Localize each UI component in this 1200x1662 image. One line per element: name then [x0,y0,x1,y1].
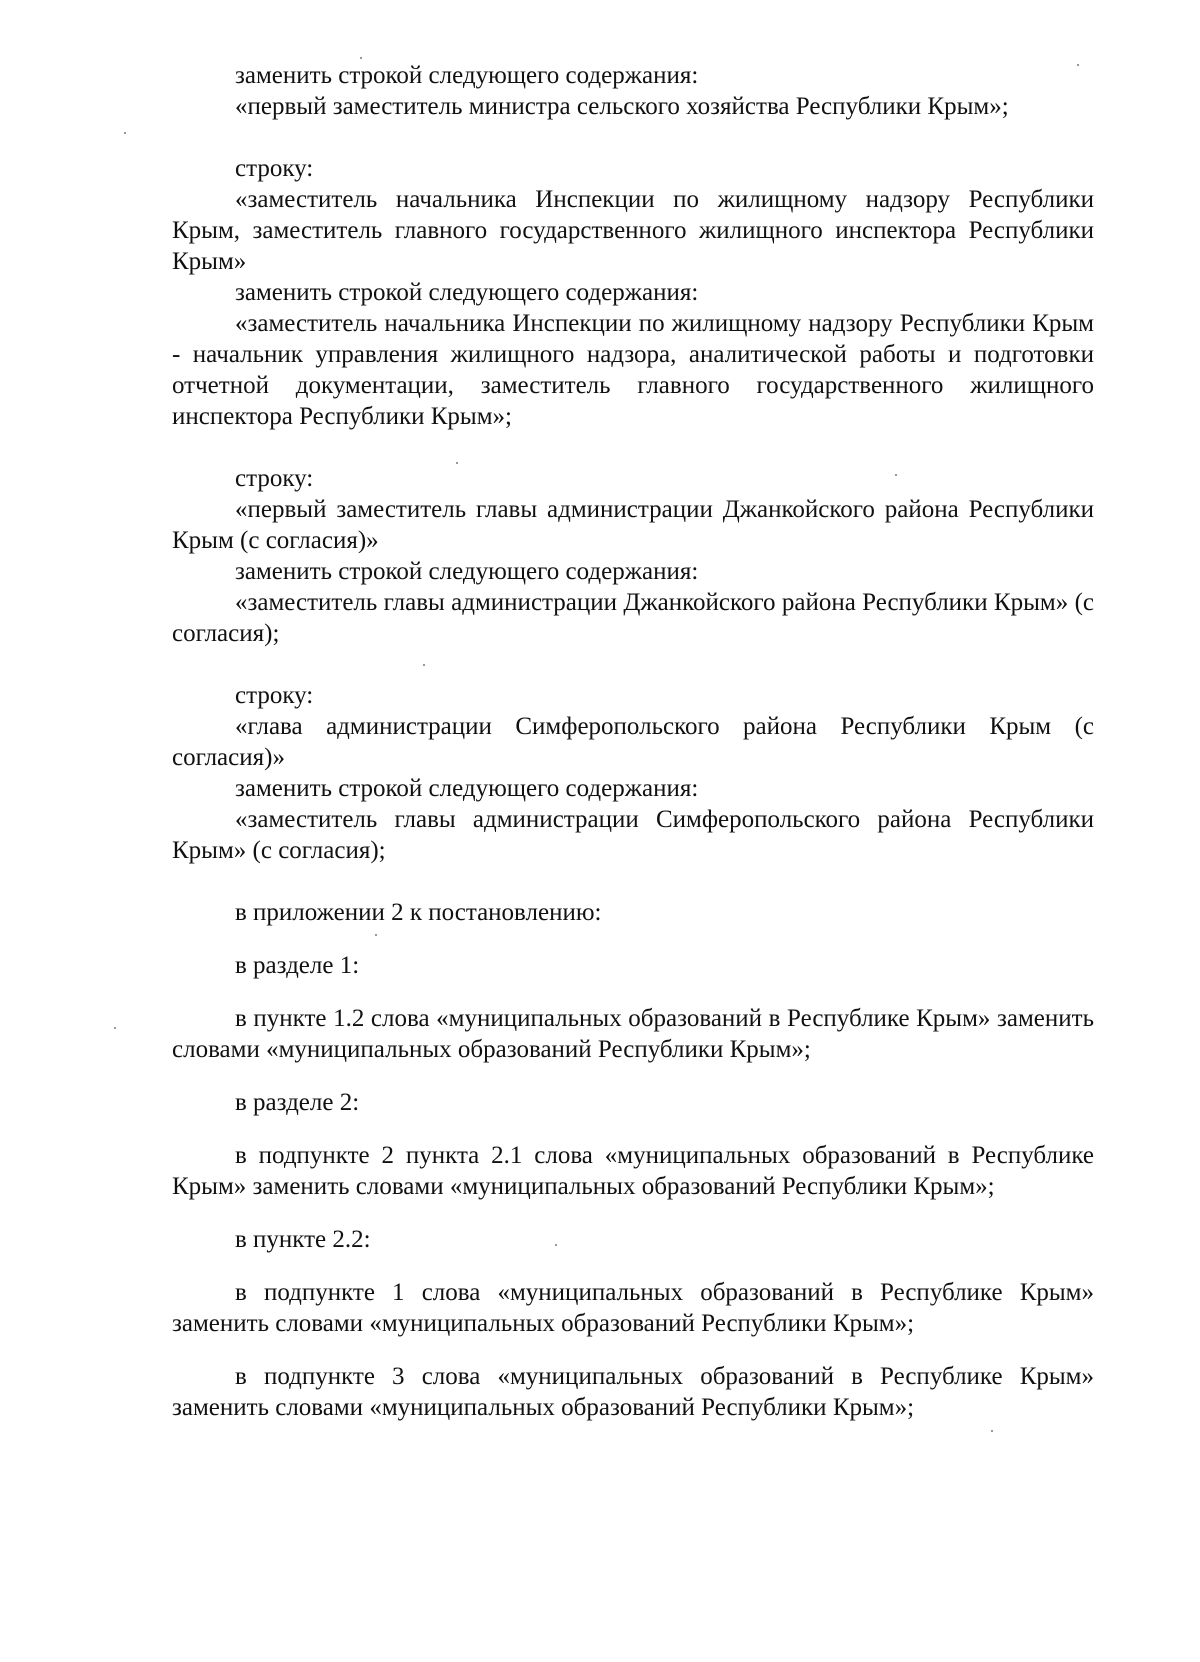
scan-speck [360,57,362,59]
paragraph: в подпункте 3 слова «муниципальных образований в Республике Крым» заменить словами «муниципальных образований Республики Крым»; [172,1363,1094,1421]
paragraph: заменить строкой следующего содержания: [235,279,699,306]
scan-speck [124,132,126,134]
paragraph: «заместитель главы администрации Симферопольского района Республики Крым» (с согласия); [172,806,1094,864]
paragraph: строку: [235,465,314,492]
paragraph: «заместитель начальника Инспекции по жилищному надзору Республики Крым - начальник управления жилищного надзора, аналитической работы и подготовки отчетной документации, заместитель главного государственного жилищного инспектора Республики Крым»; [172,310,1094,430]
paragraph: в пункте 2.2: [235,1226,371,1253]
scan-speck [114,1027,116,1029]
scan-speck [423,664,425,666]
spacer [172,1255,1094,1277]
spacer [172,1202,1094,1224]
scan-speck [895,474,897,476]
paragraph: «первый заместитель главы администрации Джанкойского района Республики Крым (с согласия)» [172,496,1094,554]
paragraph: заменить строкой следующего содержания: [235,775,699,802]
paragraph: заменить строкой следующего содержания: [235,62,699,89]
scan-speck [991,1430,993,1432]
spacer [172,981,1094,1003]
spacer [172,122,1094,153]
spacer [172,866,1094,897]
spacer [172,1339,1094,1361]
paragraph: «первый заместитель министра сельского хозяйства Республики Крым»; [235,93,1009,120]
scan-speck [456,462,458,464]
paragraph: в разделе 2: [235,1089,360,1116]
paragraph: в разделе 1: [235,952,360,979]
spacer [172,1065,1094,1087]
paragraph: строку: [235,682,314,709]
paragraph: в подпункте 1 слова «муниципальных образований в Республике Крым» заменить словами «муниципальных образований Республики Крым»; [172,1279,1094,1337]
spacer [172,1118,1094,1140]
scan-speck [555,1244,557,1246]
paragraph: «заместитель главы администрации Джанкойского района Республики Крым» (с согласия); [172,589,1094,647]
spacer [172,432,1094,463]
scan-speck [375,934,377,936]
paragraph: в подпункте 2 пункта 2.1 слова «муниципальных образований в Республике Крым» заменить словами «муниципальных образований Республики Крым»; [172,1142,1094,1200]
paragraph: заменить строкой следующего содержания: [235,558,699,585]
document-page [172,60,1094,1423]
paragraph: в приложении 2 к постановлению: [235,899,602,926]
paragraph: в пункте 1.2 слова «муниципальных образований в Республике Крым» заменить словами «муниципальных образований Республики Крым»; [172,1005,1094,1063]
spacer [172,649,1094,680]
paragraph: «глава администрации Симферопольского района Республики Крым (с согласия)» [172,713,1094,771]
scan-speck [1077,64,1079,66]
paragraph: строку: [235,155,314,182]
spacer [172,928,1094,950]
paragraph: «заместитель начальника Инспекции по жилищному надзору Республики Крым, заместитель главного государственного жилищного инспектора Республики Крым» [172,186,1094,275]
